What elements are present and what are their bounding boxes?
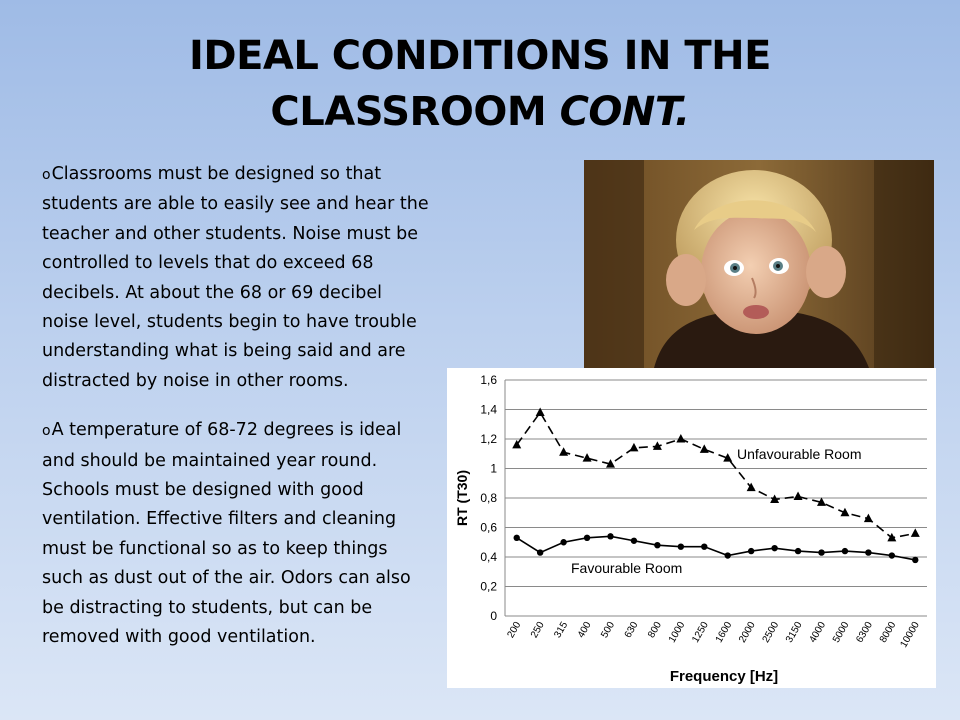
data-point-circle [560, 539, 566, 545]
reverberation-chart [447, 368, 936, 688]
y-tick-label: 0,2 [480, 579, 497, 594]
paragraph-1-text: Classrooms must be designed so that students are able to easily see and hear the teacher and other students. Noise must be controlled to levels that do exceed 68 decibels. At about the 68 or 69 decibel noise level, students begin to have trouble understanding what is being said and are distracted by noise in other rooms. [42, 164, 429, 391]
photo-illustration [584, 160, 934, 368]
body-text [42, 160, 432, 673]
title-line-2-italic: CONT. [559, 89, 690, 135]
paragraph-2-text: A temperature of 68-72 degrees is ideal and should be maintained year round. Schools must be designed with good ventilation. Effective filters and cleaning must be functional so as to keep things such as dust out of the air. Odors can also be distracting to students, but can be removed with good ventilation. [42, 420, 411, 648]
data-point-circle [912, 557, 918, 563]
data-point-circle [889, 552, 895, 558]
slide-title [0, 28, 960, 140]
data-point-circle [818, 549, 824, 555]
data-point-circle [678, 543, 684, 549]
data-point-triangle [700, 444, 709, 453]
y-tick-label: 1,6 [480, 373, 497, 387]
x-tick-label: 630 [622, 620, 641, 640]
x-tick-label: 3150 [784, 620, 805, 645]
title-line-2 [0, 84, 960, 140]
data-point-triangle [911, 528, 920, 537]
series-line-0 [517, 412, 916, 537]
data-point-circle [725, 552, 731, 558]
y-tick-label: 1 [490, 461, 497, 476]
data-point-circle [771, 545, 777, 551]
bullet-marker-2: o [42, 423, 51, 440]
series-label-favourable: Favourable Room [571, 559, 683, 576]
data-point-triangle [536, 407, 545, 416]
data-point-triangle [676, 434, 685, 443]
data-point-circle [537, 549, 543, 555]
data-point-circle [631, 538, 637, 544]
y-tick-label: 0,6 [480, 520, 497, 535]
x-tick-label: 1600 [713, 620, 735, 645]
data-point-circle [865, 549, 871, 555]
series-line-1 [517, 536, 916, 560]
chart-svg [447, 368, 936, 688]
y-tick-label: 1,2 [480, 432, 497, 446]
data-point-circle [654, 542, 660, 548]
data-point-circle [795, 548, 801, 554]
x-tick-label: 10000 [898, 620, 922, 650]
x-tick-label: 250 [528, 620, 547, 640]
y-tick-label: 0,4 [480, 550, 497, 564]
x-tick-label: 200 [505, 620, 524, 640]
x-tick-label: 6300 [854, 620, 875, 645]
x-tick-label: 4000 [807, 620, 829, 645]
x-tick-label: 2000 [737, 620, 758, 645]
data-point-triangle [583, 453, 592, 462]
data-point-triangle [629, 443, 638, 452]
x-tick-label: 315 [552, 620, 571, 640]
title-line-2-plain: CLASSROOM [270, 89, 560, 135]
paragraph-2 [42, 416, 432, 652]
x-tick-label: 5000 [830, 620, 852, 645]
y-tick-label: 0 [490, 609, 497, 623]
x-tick-label: 500 [599, 620, 618, 640]
data-point-circle [607, 533, 613, 539]
x-tick-label: 8000 [877, 620, 899, 645]
x-tick-label: 1000 [666, 620, 688, 645]
data-point-circle [701, 543, 707, 549]
data-point-circle [584, 535, 590, 541]
data-point-triangle [794, 492, 803, 501]
y-axis-label: RT (T30) [454, 470, 470, 526]
title-line-1: IDEAL CONDITIONS IN THE [189, 33, 771, 79]
x-tick-label: 400 [575, 620, 594, 640]
paragraph-1 [42, 160, 432, 396]
x-tick-label: 800 [646, 620, 664, 640]
data-point-triangle [559, 447, 568, 456]
series-label-unfavourable: Unfavourable Room [737, 446, 862, 463]
data-point-circle [842, 548, 848, 554]
x-tick-label: 1250 [690, 620, 711, 645]
x-axis-label: Frequency [Hz] [669, 668, 779, 685]
data-point-circle [748, 548, 754, 554]
child-covering-ears-photo [584, 160, 934, 368]
y-tick-label: 0,8 [480, 491, 497, 505]
data-point-circle [514, 535, 520, 541]
y-tick-label: 1,4 [480, 402, 497, 417]
x-tick-label: 2500 [760, 620, 782, 645]
bullet-marker-1: o [42, 167, 51, 183]
